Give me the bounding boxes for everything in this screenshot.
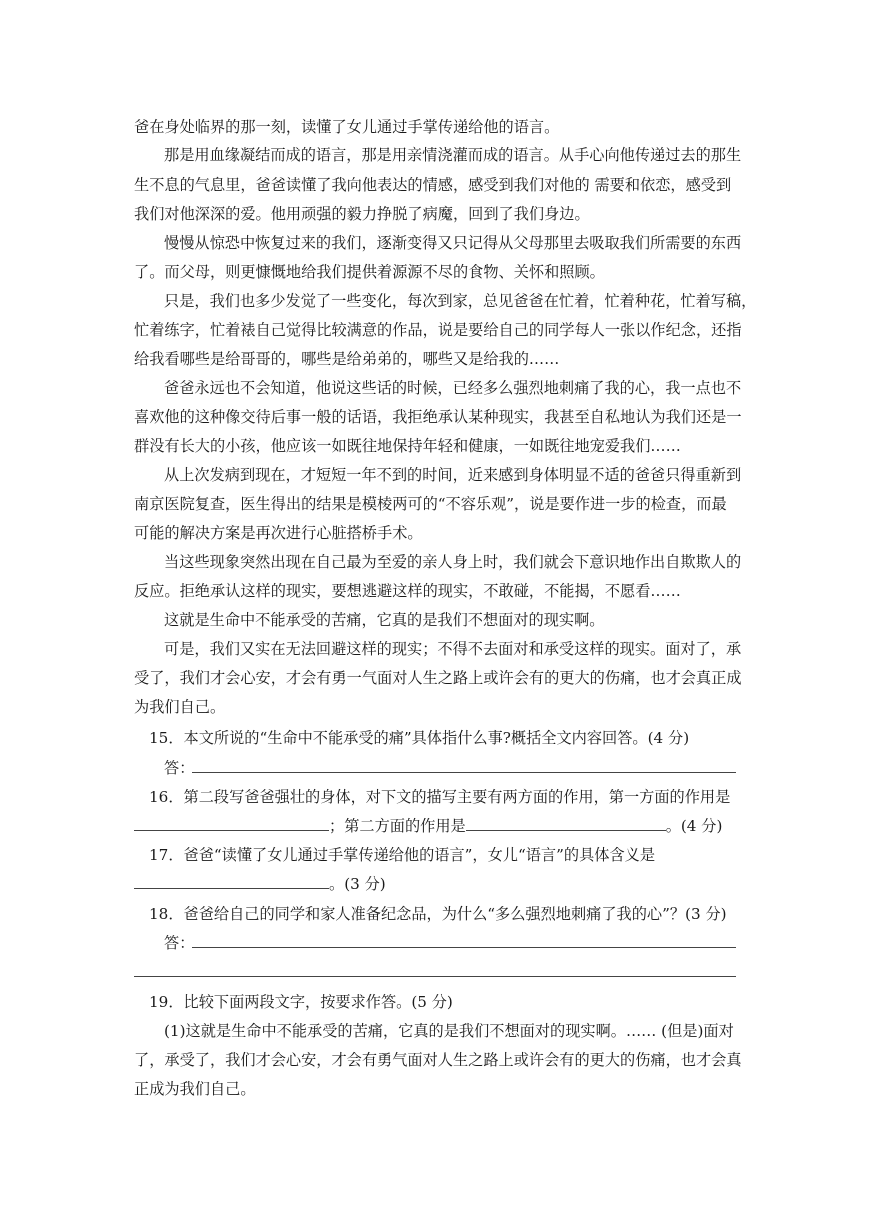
question-17-points: 。(3 分)	[329, 875, 386, 893]
passage-line: 给我看哪些是给哥哥的，哪些是给弟弟的，哪些又是给我的……	[134, 350, 560, 368]
passage-line: 从上次发病到现在，才短短一年不到的时间，近来感到身体明显不适的爸爸只得重新到	[164, 466, 742, 484]
answer-label: 答：	[164, 934, 195, 952]
passage-line: 反应。拒绝承认这样的现实，要想逃避这样的现实，不敢碰，不能揭，不愿看……	[134, 582, 681, 600]
excerpt-line: (1)这就是生命中不能承受的苦痛，它真的是我们不想面对的现实啊。…… (但是)面对	[164, 1022, 734, 1040]
passage-line: 忙着练字，忙着裱自己觉得比较满意的作品，说是要给自己的同学每人一张以作纪念，还指	[134, 321, 742, 339]
passage-line: 那是用血缘凝结而成的语言，那是用亲情浇灌而成的语言。从手心向他传递过去的那生	[164, 146, 742, 164]
answer-row-18	[164, 933, 736, 953]
answer-row-15	[164, 758, 736, 778]
passage-line: 可是，我们又实在无法回避这样的现实；不得不去面对和承受这样的现实。面对了，承	[164, 640, 742, 658]
passage-line: 我们对他深深的爱。他用顽强的毅力挣脱了病魔，回到了我们身边。	[134, 205, 590, 223]
question-16: 16．第二段写爸爸强壮的身体，对下文的描写主要有两方面的作用，第一方面的作用是	[149, 788, 731, 806]
passage-line: 了。而父母，则更慷慨地给我们提供着源源不尽的食物、关怀和照顾。	[134, 263, 605, 281]
question-18: 18．爸爸给自己的同学和家人准备纪念品，为什么“多么强烈地刺痛了我的心”？(3 分)	[149, 905, 727, 923]
passage-line: 群没有长大的小孩，他应该一如既往地保持年轻和健康，一如既往地宠爱我们……	[134, 437, 681, 455]
question-17: 17．爸爸“读懂了女儿通过手掌传递给他的语言”，女儿“语言”的具体含义是	[149, 846, 656, 864]
answer-blank-17[interactable]	[134, 874, 329, 889]
passage-line: 慢慢从惊恐中恢复过来的我们，逐渐变得又只记得从父母那里去吸取我们所需要的东西	[164, 234, 742, 252]
answer-line-15[interactable]	[192, 772, 736, 773]
answer-blank-16a[interactable]	[134, 816, 329, 831]
passage-line: 可能的解决方案是再次进行心脏搭桥手术。	[134, 524, 423, 542]
passage-line: 受了，我们才会心安，才会有勇一气面对人生之路上或许会有的更大的伤痛，也才会真正成	[134, 669, 742, 687]
answer-line-18a[interactable]	[192, 947, 736, 948]
excerpt-line: 了，承受了，我们才会心安，才会有勇气面对人生之路上或许会有的更大的伤痛，也才会真	[134, 1051, 742, 1069]
question-17-continued	[134, 874, 734, 894]
excerpt-line: 正成为我们自己。	[134, 1080, 256, 1098]
question-16-continued	[134, 816, 734, 836]
passage-line: 为我们自己。	[134, 698, 226, 716]
answer-label: 答：	[164, 759, 195, 777]
answer-line-18b[interactable]	[134, 976, 736, 977]
passage-line: 只是，我们也多少发觉了一些变化，每次到家，总见爸爸在忙着，忙着种花，忙着写稿，	[164, 292, 757, 310]
passage-line: 生不息的气息里，爸爸读懂了我向他表达的情感，感受到我们对他的 需要和依恋，感受到	[134, 176, 732, 194]
passage-line: 爸在身处临界的那一刻，读懂了女儿通过手掌传递给他的语言。	[134, 118, 560, 136]
question-15: 15．本文所说的“生命中不能承受的痛”具体指什么事?概括全文内容回答。(4 分)	[149, 729, 690, 747]
passage-line: 南京医院复查，医生得出的结果是模棱两可的“不容乐观”，说是要作进一步的检查，而最	[134, 495, 727, 513]
answer-blank-16b[interactable]	[466, 816, 666, 831]
passage-line: 这就是生命中不能承受的苦痛，它真的是我们不想面对的现实啊。	[164, 611, 605, 629]
question-16-points: 。(4 分)	[665, 817, 723, 835]
passage-line: 爸爸永远也不会知道，他说这些话的时候，已经多么强烈地刺痛了我的心，我一点也不	[164, 379, 742, 397]
question-16-mid: ；第二方面的作用是	[329, 817, 466, 835]
passage-line: 喜欢他的这种像交待后事一般的话语，我拒绝承认某种现实，我甚至自私地认为我们还是一	[134, 408, 742, 426]
passage-line: 当这些现象突然出现在自己最为至爱的亲人身上时，我们就会下意识地作出自欺欺人的	[164, 553, 742, 571]
question-19: 19．比较下面两段文字，按要求作答。(5 分)	[149, 993, 453, 1011]
